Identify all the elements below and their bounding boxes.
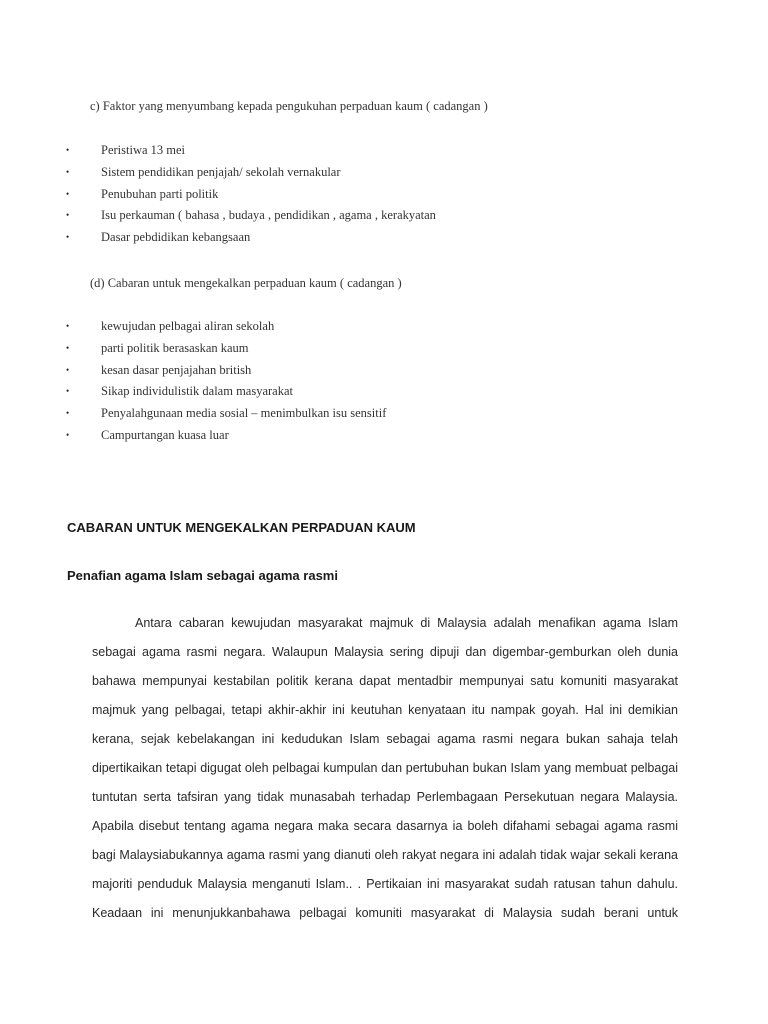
list-item (0, 381, 768, 403)
paragraph-line: dipertikaikan tetapi digugat oleh pelbagai kumpulan dan pertubuhan bukan Islam yang membuat pelbagai (92, 761, 678, 775)
list-item (0, 227, 768, 249)
list-item (0, 184, 768, 206)
section-c-list (0, 140, 768, 249)
list-item-text: Penubuhan parti politik (101, 186, 219, 201)
list-item (0, 162, 768, 184)
section-d-heading: (d) Cabaran untuk mengekalkan perpaduan kaum ( cadangan ) (90, 276, 402, 290)
paragraph-line: majmuk yang pelbagai, tetapi akhir-akhir ini keutuhan kenyataan itu nampak goyah. Hal ini demikian (92, 703, 678, 717)
section-d-list (0, 316, 768, 447)
bullet-icon: • (66, 166, 70, 177)
bullet-icon: • (66, 210, 70, 221)
bullet-icon: • (66, 342, 70, 353)
list-item-text: Sikap individulistik dalam masyarakat (101, 384, 293, 399)
bullet-icon: • (66, 364, 70, 375)
section-c-heading: c) Faktor yang menyumbang kepada pengukuhan perpaduan kaum ( cadangan ) (90, 99, 488, 113)
list-item-text: kewujudan pelbagai aliran sekolah (101, 319, 275, 333)
bullet-icon: • (66, 321, 70, 331)
list-item (0, 425, 768, 447)
paragraph-line: Antara cabaran kewujudan masyarakat majmuk di Malaysia adalah menafikan agama Islam (135, 616, 678, 630)
bullet-icon: • (66, 188, 70, 199)
list-item-text: parti politik berasaskan kaum (101, 340, 249, 355)
bullet-icon: • (66, 386, 70, 397)
sub-heading: Penafian agama Islam sebagai agama rasmi (67, 568, 338, 583)
list-item (0, 338, 768, 360)
paragraph-line: tuntutan serta tafsiran yang tidak munasabah terhadap Perlembagaan Persekutuan negara Malaysia. (92, 790, 678, 804)
list-item-text: Penyalahgunaan media sosial – menimbulkan isu sensitif (101, 406, 387, 421)
list-item (0, 205, 768, 227)
paragraph-line: sebagai agama rasmi negara. Walaupun Malaysia sering dipuji dan digembar-gemburkan oleh dunia (92, 645, 678, 659)
list-item-text: Sistem pendidikan penjajah/ sekolah vernakular (101, 164, 341, 179)
paragraph-line: majoriti penduduk Malaysia menganuti Islam.. . Pertikaian ini masyarakat sudah ratusan tahun dahulu. (92, 877, 678, 891)
body-paragraph (92, 609, 678, 928)
list-item-text: kesan dasar penjajahan british (101, 362, 252, 377)
bullet-icon: • (66, 408, 70, 419)
list-item-text: Isu perkauman ( bahasa , budaya , pendidikan , agama , kerakyatan (101, 208, 436, 223)
paragraph-line: Apabila disebut tentang agama negara maka secara dasarnya ia boleh difahami sebagai agama rasmi (92, 819, 678, 833)
list-item-text: Dasar pebdidikan kebangsaan (101, 230, 251, 245)
list-item (0, 403, 768, 425)
paragraph-line: Keadaan ini menunjukkanbahawa pelbagai komuniti masyarakat di Malaysia sudah berani untuk (92, 906, 678, 920)
bullet-icon: • (66, 429, 70, 440)
bullet-icon: • (66, 232, 70, 243)
main-heading: CABARAN UNTUK MENGEKALKAN PERPADUAN KAUM (67, 520, 416, 535)
list-item-text: Campurtangan kuasa luar (101, 427, 229, 442)
paragraph-line: bahawa mempunyai kestabilan politik kerana dapat mentadbir mempunyai satu komuniti masyarakat (92, 674, 678, 688)
paragraph-line: bagi Malaysiabukannya agama rasmi yang dianuti oleh rakyat negara ini adalah tidak wajar sekali kerana (92, 848, 678, 862)
list-item (0, 140, 768, 162)
list-item-text: Peristiwa 13 mei (101, 143, 186, 157)
list-item (0, 316, 768, 338)
paragraph-line: kerana, sejak kebelakangan ini kedudukan Islam sebagai agama rasmi negara bukan sahaja telah (92, 732, 678, 746)
list-item (0, 360, 768, 382)
bullet-icon: • (66, 145, 70, 155)
